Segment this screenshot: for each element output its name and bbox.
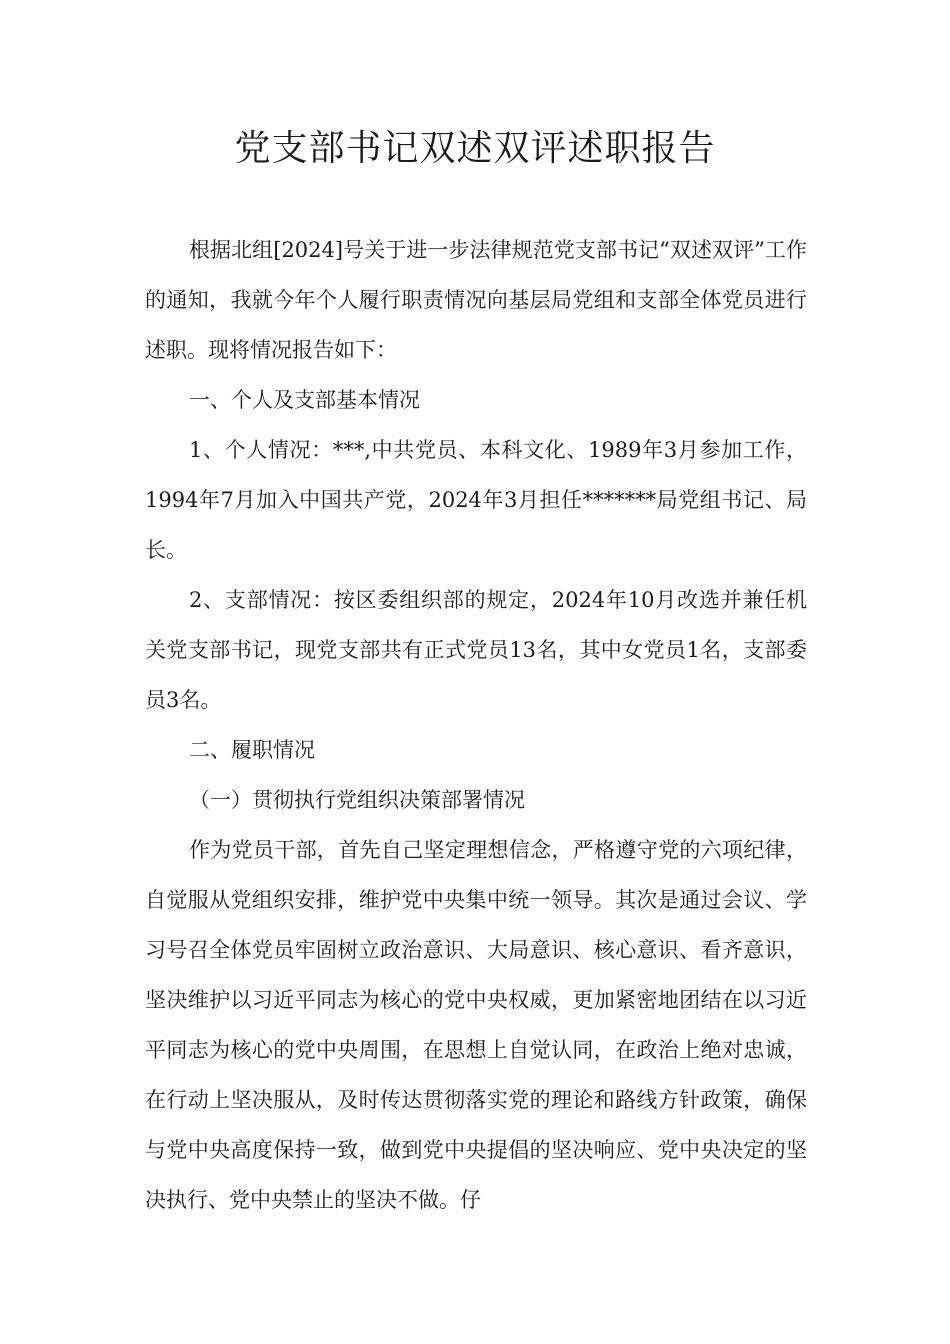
document-title: 党支部书记双述双评述职报告 [234, 128, 716, 169]
paragraph-branch-situation: 2、支部情况：按区委组织部的规定，2024年10月改选并兼任机关党支部书记，现党支部共有正式党员13名，其中女党员1名，支部委员3名。 [145, 588, 807, 712]
paragraph-personal-situation: 1、个人情况：***,中共党员、本科文化、1989年3月参加工作，1994年7月加入中国共产党，2024年3月担任*******局党组书记、局长。 [145, 438, 807, 562]
paragraph-implementation-detail: 作为党员干部，首先自己坚定理想信念，严格遵守党的六项纪律，自觉服从党组织安排，维护党中央集中统一领导。其次是通过会议、学习号召全体党员牢固树立政治意识、大局意识、核心意识、看齐意识，坚决维护以习近平同志为核心的党中央权威，更加紧密地团结在以习近平同志为核心的党中央周围，在思想上自觉认同，在政治上绝对忠诚，在行动上坚决服从，及时传达贯彻落实党的理论和路线方针政策，确保与党中央高度保持一致，做到党中央提倡的坚决响应、党中央决定的坚决执行、党中央禁止的坚决不做。仔 [145, 838, 807, 1212]
heading-duty-performance: 二、履职情况 [189, 738, 315, 762]
heading-basic-situation: 一、个人及支部基本情况 [189, 388, 420, 412]
document-body [145, 225, 807, 1225]
subheading-implementation: （一）贯彻执行党组织决策部署情况 [189, 788, 525, 812]
paragraph-intro: 根据北组[2024]号关于进一步法律规范党支部书记“双述双评”工作的通知，我就今年个人履行职责情况向基层局党组和支部全体党员进行述职。现将情况报告如下： [145, 238, 807, 362]
